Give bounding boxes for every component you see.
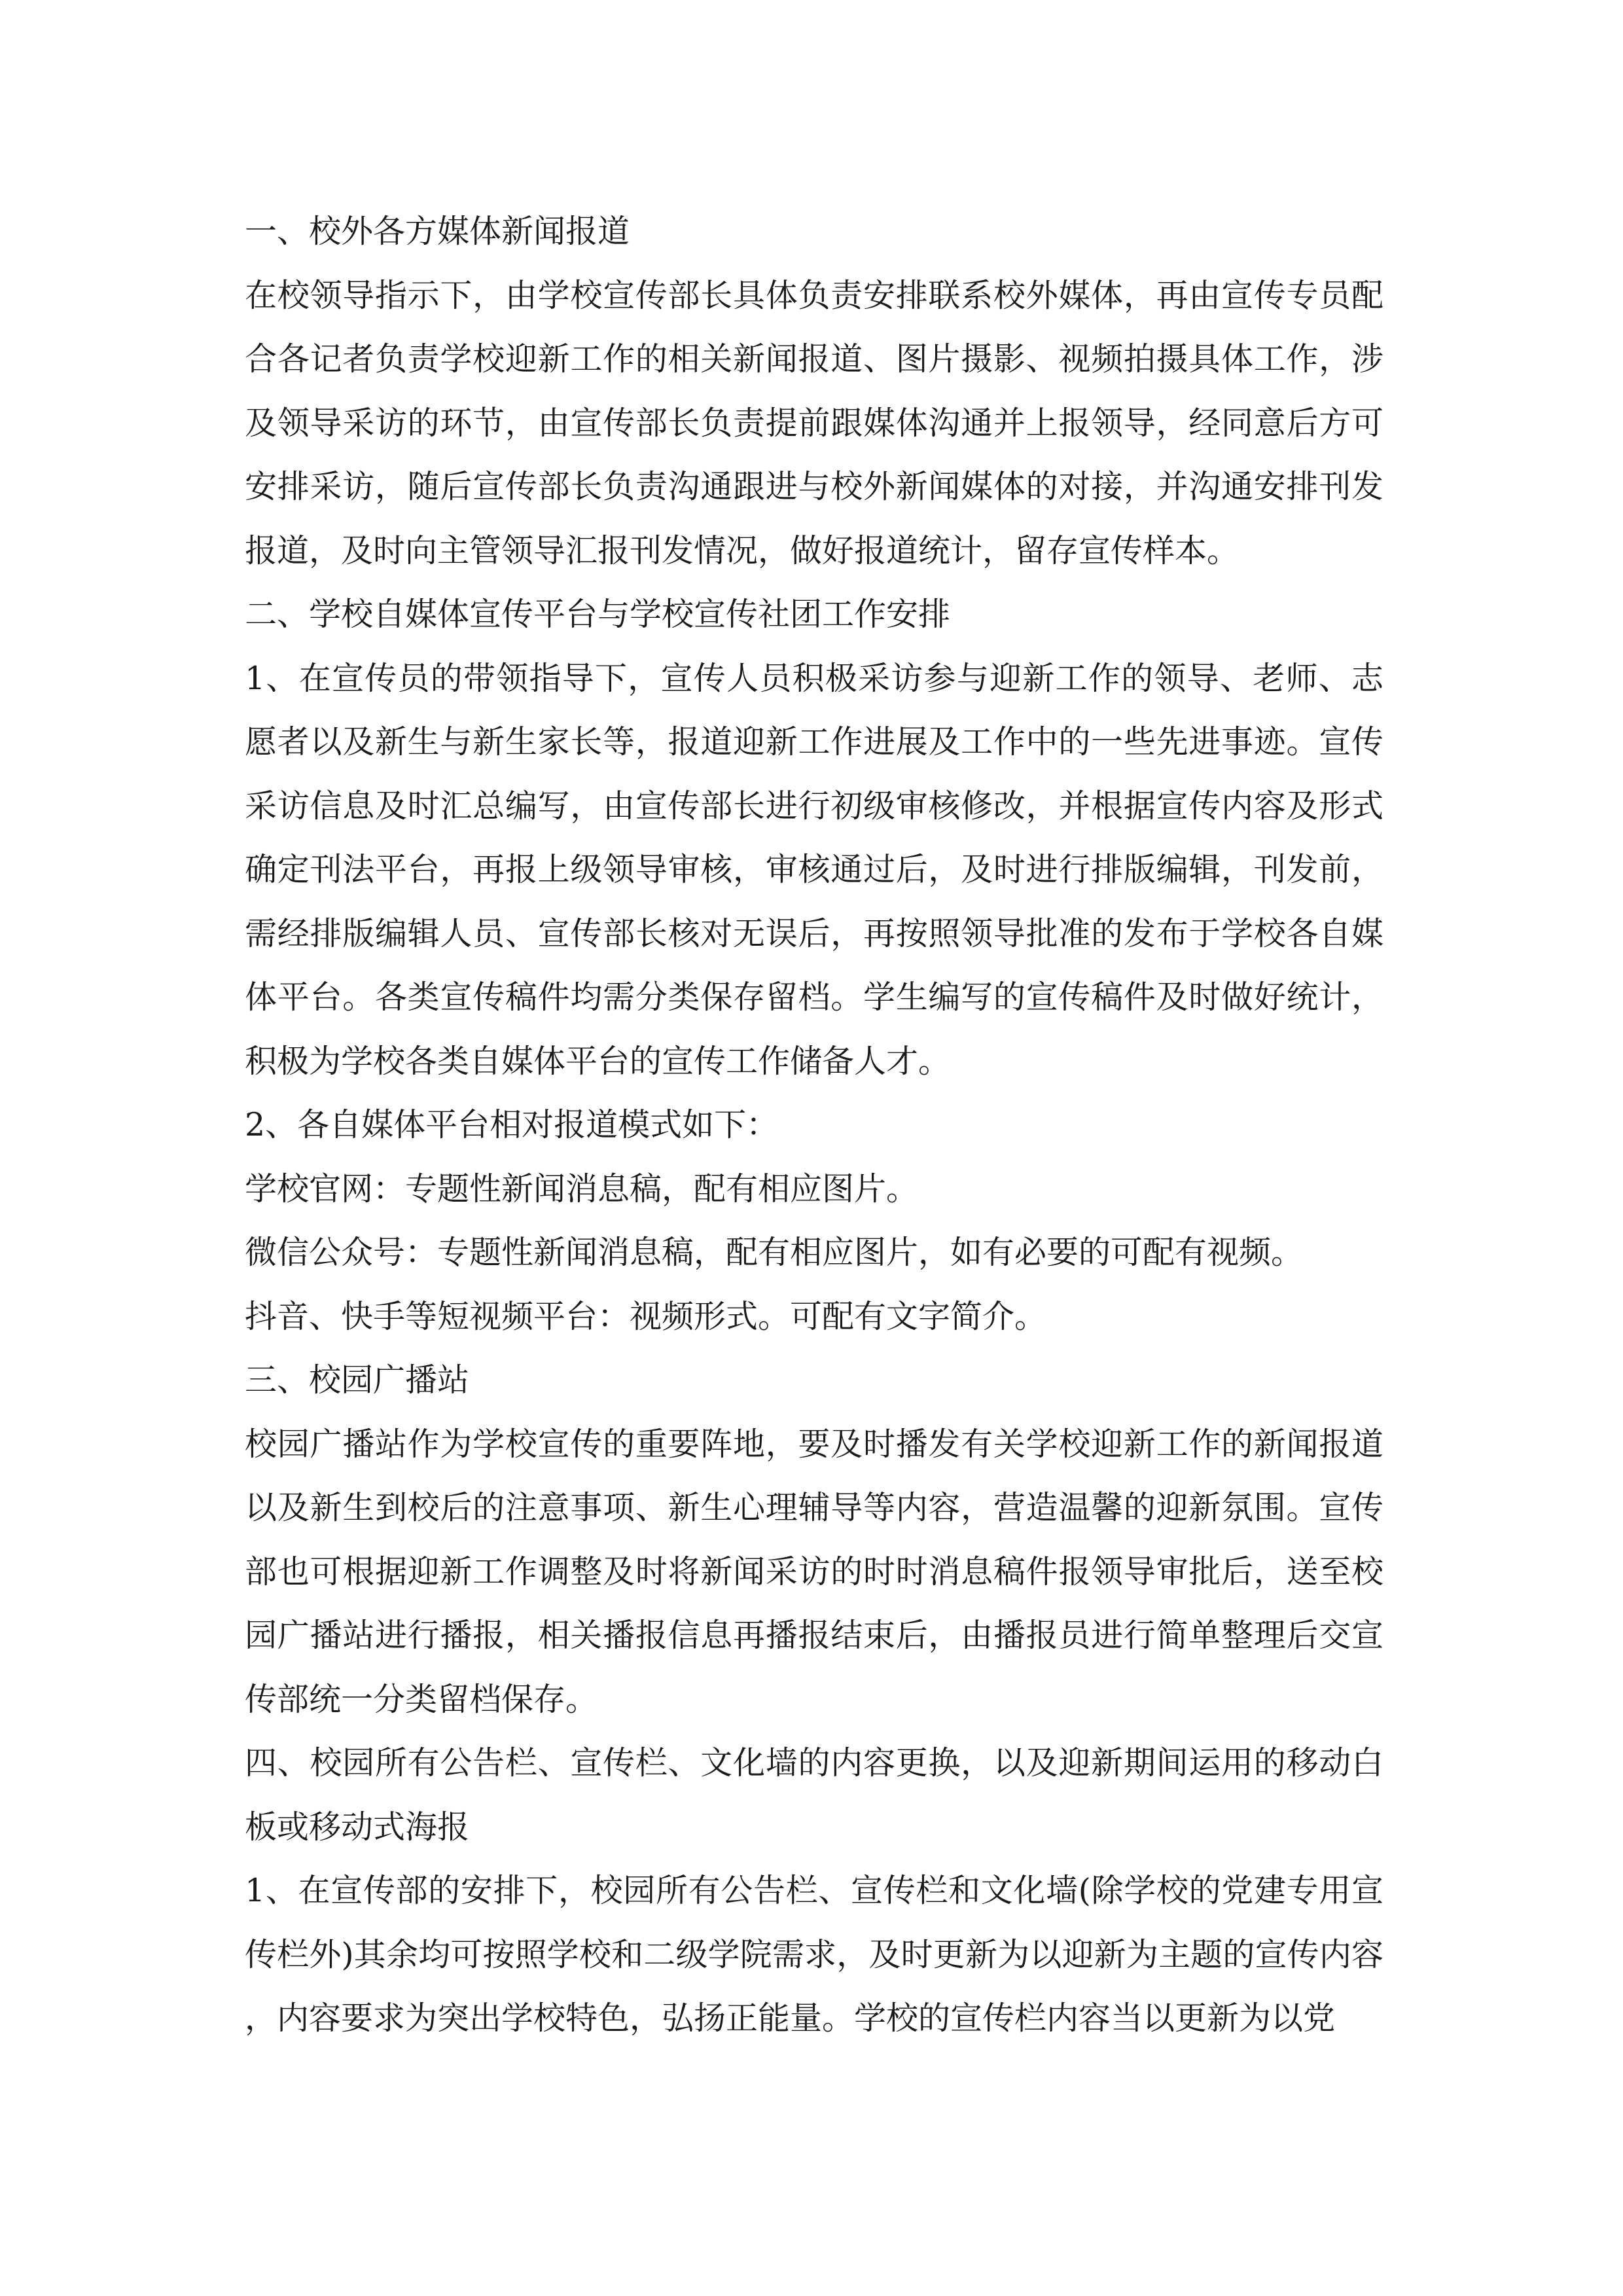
paragraph-bulletin-boards: 1、在宣传部的安排下，校园所有公告栏、宣传栏和文化墙(除学校的党建专用宣传栏外)其余均可按照学校和二级学院需求，及时更新为以迎新为主题的宣传内容，内容要求为突出学校特色，弘扬正能量。学校的宣传栏内容当以更新为以党	[245, 1872, 1383, 2037]
paragraph-broadcast: 校园广播站作为学校宣传的重要阵地，要及时播发有关学校迎新工作的新闻报道以及新生到校后的注意事项、新生心理辅导等内容，营造温馨的迎新氛围。宣传部也可根据迎新工作调整及时将新闻采访的时时消息稿件报领导审批后，送至校园广播站进行播报，相关播报信息再播报结束后，由播报员进行简单整理后交宣传部统一分类留档保存。	[245, 1425, 1383, 1718]
paragraph-self-media-2: 2、各自媒体平台相对报道模式如下：	[245, 1106, 779, 1143]
paragraph-wechat: 微信公众号：专题性新闻消息稿，配有相应图片，如有必要的可配有视频。	[245, 1234, 1304, 1271]
section-heading-4: 四、校园所有公告栏、宣传栏、文化墙的内容更换，以及迎新期间运用的移动白板或移动式海报	[245, 1744, 1383, 1846]
paragraph-media-coverage: 在校领导指示下，由学校宣传部长具体负责安排联系校外媒体，再由宣传专员配合各记者负责学校迎新工作的相关新闻报道、图片摄影、视频拍摄具体工作，涉及领导采访的环节，由宣传部长负责提前跟媒体沟通并上报领导，经同意后方可安排采访，随后宣传部长负责沟通跟进与校外新闻媒体的对接，并沟通安排刊发报道，及时向主管领导汇报刊发情况，做好报道统计，留存宣传样本。	[245, 276, 1383, 569]
section-heading-2: 二、学校自媒体宣传平台与学校宣传社团工作安排	[245, 596, 951, 633]
section-heading-1: 一、校外各方媒体新闻报道	[245, 213, 630, 250]
paragraph-self-media-1: 1、在宣传员的带领指导下，宣传人员积极采访参与迎新工作的领导、老师、志愿者以及新生与新生家长等，报道迎新工作进展及工作中的一些先进事迹。宣传采访信息及时汇总编写，由宣传部长进行初级审核修改，并根据宣传内容及形式确定刊法平台，再报上级领导审核，审核通过后，及时进行排版编辑，刊发前，需经排版编辑人员、宣传部长核对无误后，再按照领导批准的发布于学校各自媒体平台。各类宣传稿件均需分类保存留档。学生编写的宣传稿件及时做好统计，积极为学校各类自媒体平台的宣传工作储备人才。	[245, 659, 1383, 1080]
section-heading-3: 三、校园广播站	[245, 1361, 470, 1399]
paragraph-official-website: 学校官网：专题性新闻消息稿，配有相应图片。	[245, 1170, 919, 1208]
paragraph-short-video: 抖音、快手等短视频平台：视频形式。可配有文字简介。	[245, 1297, 1047, 1335]
document-body	[245, 200, 1383, 2051]
